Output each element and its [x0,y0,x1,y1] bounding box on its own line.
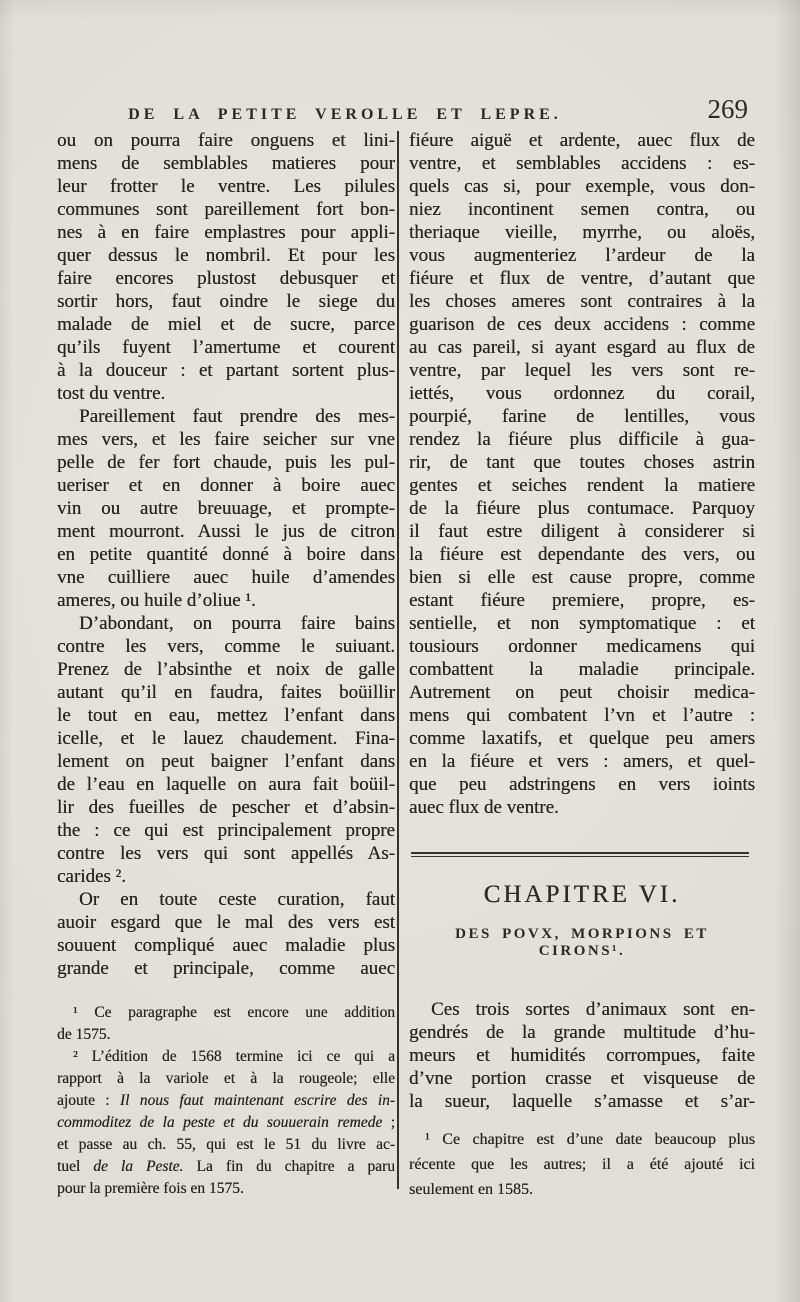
left-column [57,129,395,1202]
chapter-subtitle: DES POVX, MORPIONS ET CIRONS¹. [455,926,709,959]
text-line: au cas pareil, si ayant esgard au flux de [409,337,755,358]
text-line: Autrement on peut choisir medica- [409,682,755,703]
text-line: pourpié, farine de lentilles, vous [409,406,755,427]
text-line: pour la première fois en 1575. [57,1180,244,1197]
text-line: lir des fueilles de pescher et d’absin- [57,797,395,818]
paragraph [57,405,395,612]
text-line: mens de semblables matieres pour [57,153,395,174]
text-line: pelle de fer fort chaude, puis les pul- [57,452,395,473]
text-line: auoir esgard que le mal des vers est [57,912,395,933]
text-line: carides ². [57,866,126,887]
text-line: le tout en eau, mettez l’enfant dans [57,705,395,726]
text-line: ment mourront. Aussi le jus de citron [57,521,395,542]
text-line: grande et principale, comme auec [57,958,395,979]
text-line: auec flux de ventre. [409,797,559,818]
text-line: en petite quantité donné à boire dans [57,544,395,565]
chapter-heading: CHAPITRE VI. [483,881,681,908]
text-line: sentielle, et non symptomatique : et [409,613,755,634]
text-line: ventre, et semblables accidens : es- [409,153,755,174]
text-line: malade de miel et de sucre, parce [57,314,395,335]
text-line: souuent compliqué auec maladie plus [57,935,395,956]
text-line: leur frotter le ventre. Les pilules [57,176,395,197]
paragraph [57,1002,395,1046]
text-line: rir, de tant que toutes choses astrin [409,452,755,473]
text-line: récente que les autres; il a été ajouté ici [409,1156,755,1173]
paragraph [409,1127,755,1202]
text-line: autant qu’il en faudra, faites boüillir [57,682,395,703]
text-line: ¹ Ce chapitre est d’une date beaucoup plus [425,1131,755,1148]
text-line: gentes et seiches rendent la matiere [409,475,755,496]
text-line: de l’eau en laquelle on aura fait boüil- [57,774,395,795]
text-line: ¹ Ce paragraphe est encore une addition [73,1004,395,1021]
section-divider-rule [411,852,749,857]
text-line: ameres, ou huile d’oliue ¹. [57,590,256,611]
text-line: en la fiéure et vers : amers, et quel- [409,751,755,772]
text-line: Or en toute ceste curation, faut [79,889,395,910]
text-line: qu’ils fuyent l’amertume et courent [57,337,395,358]
paragraph [57,1046,395,1200]
text-line: theriaque vieille, myrrhe, ou aloës, [409,222,755,243]
text-line: de la fiéure plus contumace. Parquoy [409,498,755,519]
text-line: meurs et humidités corrompues, faite [409,1045,755,1066]
text-line: icelle, et le lauez chaudement. Fina- [57,728,395,749]
two-column-layout [57,129,755,1202]
text-line: Pareillement faut prendre des mes- [79,406,395,427]
paragraph [409,129,755,819]
text-line: seulement en 1585. [409,1181,533,1198]
text-line: les choses ameres sont contraires à la [409,291,755,312]
text-line: quer dessus le nombril. Et pour les [57,245,395,266]
text-line: contre les vers, comme le suiuant. [57,636,395,657]
text-line: gendrés de la grande multitude d’hu- [409,1022,755,1043]
text-line: lement on peut baigner l’enfant dans [57,751,395,772]
text-line: contre les vers qui sont appellés As- [57,843,395,864]
text-line: que peu adstringens en vers ioints [409,774,755,795]
text-line: la fiéure est dependante des vers, ou [409,544,755,565]
text-line: estant fiéure premiere, propre, es- [409,590,755,611]
text-line: il faut estre diligent à considerer si [409,521,755,542]
text-line: ajoute : Il nous faut maintenant escrire des in- [57,1092,396,1109]
text-line: mens qui combatent l’vn et l’autre : [409,705,755,726]
text-line: rendez la fiéure plus difficile à gua- [409,429,755,450]
text-line: mes vers, et les faire seicher sur vne [57,429,395,450]
right-column [395,129,755,1202]
text-line: nes à en faire emplastres pour appli- [57,222,395,243]
text-line: guarison de ces deux accidens : comme [409,314,755,335]
text-line: ventre, par lequel les vers sont re- [409,360,755,381]
paragraph [57,888,395,980]
text-line: iettés, vous ordonnez du corail, [409,383,755,404]
text-line: vous augmenteriez l’ardeur de la [409,245,755,266]
text-line: faire encores plustost debusquer et [57,268,395,289]
paragraph [409,998,755,1113]
paragraph [57,129,395,405]
text-line: tousiours ordonner medicamens qui [409,636,755,657]
text-line: de 1575. [57,1026,111,1043]
text-line: et passe au ch. 55, qui est le 51 du livre ac- [57,1136,395,1153]
text-line: sortir hors, faut oindre le siege du [57,291,395,312]
text-line: communes sont pareillement fort bon- [57,199,395,220]
page-number: 269 [707,94,748,124]
text-line: ² L’édition de 1568 termine ici ce qui a [73,1048,395,1065]
text-line: D’abondant, on pourra faire bains [79,613,395,634]
left-column-body [57,129,395,980]
text-line: comme laxatifs, et quelque peu amers [409,728,755,749]
text-line: à la douceur : et partant sortent plus- [57,360,395,381]
text-line: ou on pourra faire onguens et lini- [57,130,395,151]
paragraph [57,612,395,888]
text-line: Ces trois sortes d’animaux sont en- [431,999,755,1020]
right-column-footnote [409,1127,755,1202]
text-line: fiéure aiguë et ardente, auec flux de [409,130,755,151]
running-title: DE LA PETITE VEROLLE ET LEPRE. [128,106,562,123]
text-line: d’vne portion crasse et visqueuse de [409,1068,755,1089]
text-line: tost du ventre. [57,383,166,404]
text-line: combattent la maladie principale. [409,659,755,680]
right-column-body [409,129,755,819]
text-line: ueriser et en donner à boire auec [57,475,395,496]
text-line: la sueur, laquelle s’amasse et s’ar- [409,1091,755,1112]
text-line: niez incontinent semen contra, ou [409,199,755,220]
text-line: tuel de la Peste. La fin du chapitre a paru [57,1158,395,1175]
text-line: bien si elle est cause propre, comme [409,567,755,588]
text-line: rapport à la variole et à la rougeole; elle [57,1070,395,1087]
text-line: quels cas si, pour exemple, vous don- [409,176,755,197]
text-line: fiéure et flux de ventre, d’autant que [409,268,755,289]
text-line: vin ou autre breuuage, et prompte- [57,498,395,519]
text-line: vne cuilliere auec huile d’amendes [57,567,395,588]
left-column-footnotes [57,1002,395,1200]
text-line: the : ce qui est principalement propre [57,820,395,841]
text-line: Prenez de l’absinthe et noix de galle [57,659,395,680]
text-line: commoditez de la peste et du souuerain remede ; [57,1114,395,1131]
chapter-body [409,998,755,1113]
